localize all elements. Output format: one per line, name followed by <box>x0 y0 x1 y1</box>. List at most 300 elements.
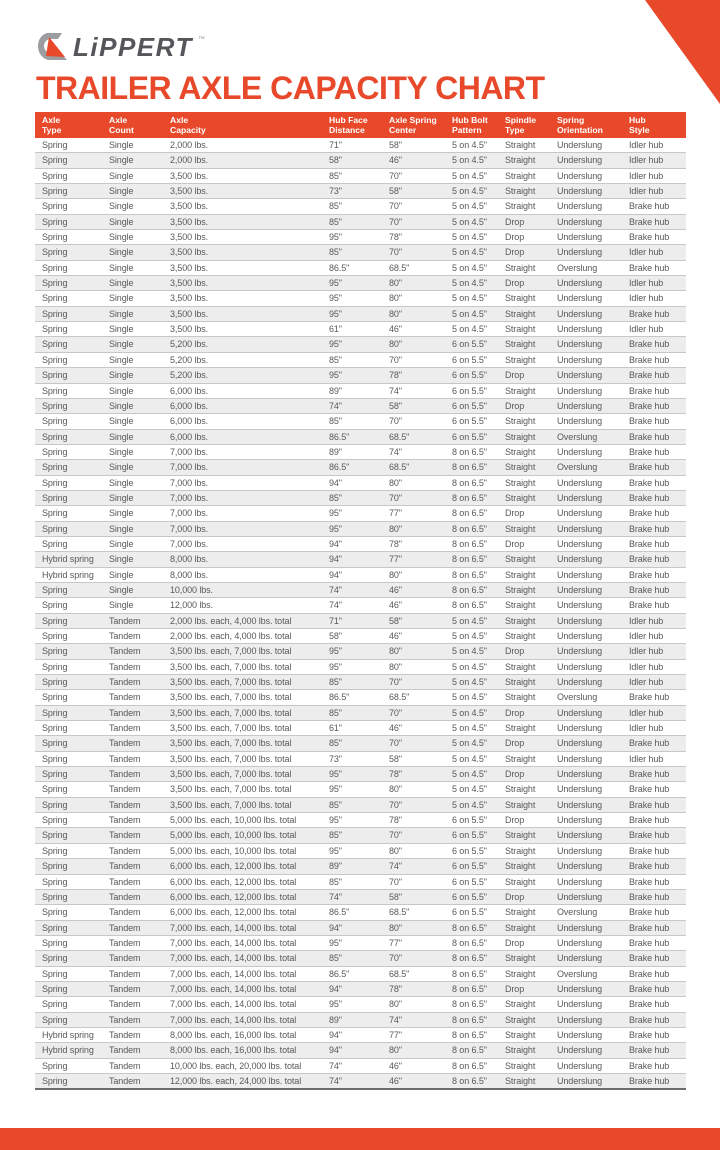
cell-axle-capacity: 7,000 lbs. <box>163 460 322 475</box>
page-title: TRAILER AXLE CAPACITY CHART <box>36 70 545 106</box>
cell-axle-spring-center: 46" <box>382 582 445 597</box>
cell-hub-style: Brake hub <box>622 567 686 582</box>
cell-spring-orientation: Underslung <box>550 1027 622 1042</box>
cell-axle-capacity: 8,000 lbs. <box>163 552 322 567</box>
cell-axle-type: Spring <box>35 306 102 321</box>
cell-axle-capacity: 3,500 lbs. <box>163 168 322 183</box>
cell-axle-spring-center: 80" <box>382 475 445 490</box>
cell-hub-bolt-pattern: 6 on 5.5" <box>445 398 498 413</box>
cell-spindle-type: Straight <box>498 966 550 981</box>
cell-spring-orientation: Underslung <box>550 536 622 551</box>
cell-hub-bolt-pattern: 6 on 5.5" <box>445 414 498 429</box>
cell-hub-bolt-pattern: 8 on 6.5" <box>445 1043 498 1058</box>
cell-axle-capacity: 7,000 lbs. <box>163 475 322 490</box>
cell-hub-style: Brake hub <box>622 536 686 551</box>
cell-axle-spring-center: 58" <box>382 184 445 199</box>
cell-hub-face-distance: 86.5" <box>322 429 382 444</box>
cell-axle-spring-center: 70" <box>382 414 445 429</box>
cell-spindle-type: Straight <box>498 721 550 736</box>
cell-spring-orientation: Underslung <box>550 797 622 812</box>
cell-axle-type: Spring <box>35 1058 102 1073</box>
table-header <box>35 112 686 138</box>
cell-axle-spring-center: 70" <box>382 874 445 889</box>
cell-axle-type: Spring <box>35 966 102 981</box>
cell-spindle-type: Straight <box>498 690 550 705</box>
cell-hub-face-distance: 94" <box>322 1027 382 1042</box>
cell-spring-orientation: Underslung <box>550 613 622 628</box>
cell-hub-style: Brake hub <box>622 444 686 459</box>
cell-spindle-type: Straight <box>498 659 550 674</box>
cell-spring-orientation: Underslung <box>550 889 622 904</box>
cell-spring-orientation: Underslung <box>550 644 622 659</box>
cell-hub-bolt-pattern: 5 on 4.5" <box>445 675 498 690</box>
cell-spring-orientation: Underslung <box>550 153 622 168</box>
cell-axle-capacity: 7,000 lbs. each, 14,000 lbs. total <box>163 920 322 935</box>
table-header-row <box>35 112 686 138</box>
cell-axle-spring-center: 46" <box>382 598 445 613</box>
cell-axle-capacity: 7,000 lbs. each, 14,000 lbs. total <box>163 935 322 950</box>
cell-axle-type: Spring <box>35 675 102 690</box>
cell-hub-face-distance: 95" <box>322 230 382 245</box>
table-row <box>35 245 686 260</box>
cell-spindle-type: Straight <box>498 521 550 536</box>
column-header-spindle-type: Spindle Type <box>498 112 550 138</box>
cell-hub-bolt-pattern: 6 on 5.5" <box>445 813 498 828</box>
cell-axle-spring-center: 58" <box>382 751 445 766</box>
cell-axle-spring-center: 70" <box>382 245 445 260</box>
cell-spring-orientation: Underslung <box>550 490 622 505</box>
cell-spring-orientation: Underslung <box>550 199 622 214</box>
cell-axle-capacity: 5,200 lbs. <box>163 352 322 367</box>
cell-spindle-type: Straight <box>498 490 550 505</box>
cell-spindle-type: Straight <box>498 1043 550 1058</box>
cell-axle-capacity: 2,000 lbs. <box>163 153 322 168</box>
cell-axle-capacity: 5,200 lbs. <box>163 337 322 352</box>
cell-hub-face-distance: 89" <box>322 444 382 459</box>
logo-wordmark: LiPPERT <box>73 32 193 62</box>
cell-hub-face-distance: 85" <box>322 797 382 812</box>
cell-hub-face-distance: 94" <box>322 920 382 935</box>
cell-axle-count: Single <box>102 184 163 199</box>
table-row <box>35 214 686 229</box>
cell-spring-orientation: Underslung <box>550 521 622 536</box>
cell-axle-capacity: 3,500 lbs. each, 7,000 lbs. total <box>163 782 322 797</box>
cell-hub-style: Idler hub <box>622 675 686 690</box>
cell-hub-face-distance: 89" <box>322 1012 382 1027</box>
cell-hub-bolt-pattern: 5 on 4.5" <box>445 184 498 199</box>
cell-axle-capacity: 7,000 lbs. each, 14,000 lbs. total <box>163 997 322 1012</box>
cell-hub-face-distance: 58" <box>322 153 382 168</box>
cell-axle-type: Spring <box>35 828 102 843</box>
table-row <box>35 874 686 889</box>
cell-axle-spring-center: 80" <box>382 291 445 306</box>
cell-spindle-type: Straight <box>498 859 550 874</box>
cell-axle-spring-center: 70" <box>382 797 445 812</box>
cell-axle-count: Single <box>102 398 163 413</box>
cell-hub-bolt-pattern: 5 on 4.5" <box>445 245 498 260</box>
cell-axle-type: Spring <box>35 536 102 551</box>
cell-hub-bolt-pattern: 6 on 5.5" <box>445 429 498 444</box>
cell-axle-spring-center: 70" <box>382 168 445 183</box>
cell-spindle-type: Straight <box>498 460 550 475</box>
cell-spindle-type: Straight <box>498 199 550 214</box>
cell-axle-type: Spring <box>35 352 102 367</box>
cell-axle-type: Spring <box>35 490 102 505</box>
cell-axle-count: Single <box>102 536 163 551</box>
cell-hub-style: Brake hub <box>622 1043 686 1058</box>
cell-spring-orientation: Underslung <box>550 230 622 245</box>
cell-axle-capacity: 3,500 lbs. <box>163 322 322 337</box>
cell-spindle-type: Straight <box>498 306 550 321</box>
cell-hub-face-distance: 58" <box>322 629 382 644</box>
cell-hub-face-distance: 61" <box>322 721 382 736</box>
cell-axle-capacity: 5,000 lbs. each, 10,000 lbs. total <box>163 828 322 843</box>
cell-axle-count: Tandem <box>102 629 163 644</box>
cell-spindle-type: Drop <box>498 644 550 659</box>
cell-axle-type: Spring <box>35 1073 102 1089</box>
column-header-axle-type: Axle Type <box>35 112 102 138</box>
cell-axle-capacity: 3,500 lbs. <box>163 291 322 306</box>
cell-axle-type: Spring <box>35 797 102 812</box>
table-row <box>35 230 686 245</box>
cell-hub-style: Brake hub <box>622 260 686 275</box>
cell-axle-count: Tandem <box>102 767 163 782</box>
cell-axle-count: Single <box>109 140 134 150</box>
table-row <box>35 276 686 291</box>
cell-spindle-type: Straight <box>498 260 550 275</box>
cell-hub-bolt-pattern: 8 on 6.5" <box>445 1027 498 1042</box>
cell-axle-capacity: 3,500 lbs. each, 7,000 lbs. total <box>163 767 322 782</box>
cell-axle-count: Tandem <box>102 1073 163 1089</box>
cell-spring-orientation: Underslung <box>550 276 622 291</box>
cell-axle-count: Tandem <box>102 920 163 935</box>
cell-axle-type: Hybrid spring <box>35 1043 102 1058</box>
cell-axle-type: Spring <box>35 782 102 797</box>
cell-axle-capacity: 5,000 lbs. each, 10,000 lbs. total <box>163 843 322 858</box>
cell-axle-count: Single <box>102 153 163 168</box>
column-header-hub-bolt-pattern: Hub Bolt Pattern <box>445 112 498 138</box>
cell-hub-style: Brake hub <box>622 475 686 490</box>
cell-hub-bolt-pattern: 5 on 4.5" <box>445 782 498 797</box>
cell-axle-spring-center: 46" <box>382 1058 445 1073</box>
cell-spindle-type: Drop <box>498 981 550 996</box>
table-row <box>35 675 686 690</box>
table-row <box>35 383 686 398</box>
table-row <box>35 782 686 797</box>
cell-hub-style: Brake hub <box>622 1058 686 1073</box>
cell-spindle-type: Straight <box>498 352 550 367</box>
cell-axle-capacity: 6,000 lbs. each, 12,000 lbs. total <box>163 859 322 874</box>
cell-axle-type: Spring <box>35 736 102 751</box>
cell-hub-style: Idler hub <box>622 659 686 674</box>
cell-spring-orientation: Underslung <box>550 981 622 996</box>
table-row <box>35 690 686 705</box>
cell-hub-style: Idler hub <box>622 629 686 644</box>
lippert-swoosh-icon <box>38 33 68 61</box>
cell-axle-spring-center: 74" <box>382 859 445 874</box>
cell-spring-orientation: Underslung <box>550 736 622 751</box>
cell-spring-orientation: Underslung <box>550 245 622 260</box>
cell-axle-count: Tandem <box>102 828 163 843</box>
column-header-axle-spring-center: Axle Spring Center <box>382 112 445 138</box>
cell-hub-style: Brake hub <box>622 230 686 245</box>
cell-hub-face-distance: 95" <box>322 506 382 521</box>
cell-axle-type: Spring <box>35 383 102 398</box>
cell-hub-bolt-pattern: 8 on 6.5" <box>445 1012 498 1027</box>
cell-spindle-type: Drop <box>498 230 550 245</box>
column-header-spring-orientation: Spring Orientation <box>550 112 622 138</box>
cell-hub-bolt-pattern: 6 on 5.5" <box>445 368 498 383</box>
cell-axle-type: Spring <box>35 291 102 306</box>
cell-axle-spring-center: 74" <box>382 444 445 459</box>
cell-axle-spring-center: 70" <box>382 828 445 843</box>
cell-axle-spring-center: 68.5" <box>382 260 445 275</box>
cell-hub-face-distance: 94" <box>322 567 382 582</box>
cell-axle-type: Spring <box>35 905 102 920</box>
cell-spring-orientation: Underslung <box>557 140 603 150</box>
cell-hub-style: Idler hub <box>622 705 686 720</box>
cell-spindle-type: Straight <box>498 782 550 797</box>
cell-hub-face-distance: 74" <box>322 582 382 597</box>
cell-axle-capacity: 6,000 lbs. <box>163 429 322 444</box>
cell-axle-count: Tandem <box>102 951 163 966</box>
cell-hub-bolt-pattern: 8 on 6.5" <box>445 506 498 521</box>
cell-hub-face-distance: 95" <box>322 843 382 858</box>
cell-axle-type: Spring <box>35 859 102 874</box>
cell-hub-face-distance: 94" <box>322 1043 382 1058</box>
cell-hub-style: Brake hub <box>622 843 686 858</box>
table-row <box>35 828 686 843</box>
cell-axle-count: Tandem <box>102 690 163 705</box>
cell-spindle-type: Straight <box>498 414 550 429</box>
cell-hub-bolt-pattern: 8 on 6.5" <box>445 582 498 597</box>
cell-axle-capacity: 6,000 lbs. each, 12,000 lbs. total <box>163 905 322 920</box>
cell-spring-orientation: Underslung <box>550 444 622 459</box>
cell-axle-spring-center: 70" <box>382 490 445 505</box>
cell-axle-spring-center: 74" <box>382 383 445 398</box>
cell-hub-style: Brake hub <box>622 767 686 782</box>
cell-spring-orientation: Underslung <box>550 582 622 597</box>
cell-spindle-type: Straight <box>498 1012 550 1027</box>
cell-axle-type: Spring <box>35 230 102 245</box>
cell-axle-spring-center: 78" <box>382 813 445 828</box>
cell-axle-spring-center: 70" <box>382 736 445 751</box>
cell-axle-count: Tandem <box>102 751 163 766</box>
cell-axle-count: Tandem <box>102 935 163 950</box>
cell-axle-count: Tandem <box>102 644 163 659</box>
table-row <box>35 966 686 981</box>
cell-spring-orientation: Underslung <box>550 506 622 521</box>
cell-hub-style: Brake hub <box>622 598 686 613</box>
table-row <box>35 981 686 996</box>
cell-hub-bolt-pattern: 5 on 4.5" <box>445 690 498 705</box>
cell-spindle-type: Straight <box>498 383 550 398</box>
cell-hub-style: Brake hub <box>622 935 686 950</box>
cell-axle-count: Tandem <box>102 659 163 674</box>
cell-axle-spring-center: 78" <box>382 368 445 383</box>
cell-spindle-type: Straight <box>498 184 550 199</box>
cell-axle-type: Spring <box>35 260 102 275</box>
cell-spindle-type: Straight <box>498 920 550 935</box>
cell-spring-orientation: Underslung <box>550 291 622 306</box>
cell-axle-spring-center: 70" <box>382 951 445 966</box>
cell-axle-capacity: 12,000 lbs. each, 24,000 lbs. total <box>163 1073 322 1089</box>
table-row <box>35 398 686 413</box>
cell-hub-face-distance: 95" <box>322 276 382 291</box>
cell-hub-style: Brake hub <box>622 905 686 920</box>
cell-axle-capacity: 6,000 lbs. each, 12,000 lbs. total <box>163 889 322 904</box>
cell-axle-count: Tandem <box>102 721 163 736</box>
table-row <box>35 352 686 367</box>
cell-axle-capacity: 7,000 lbs. each, 14,000 lbs. total <box>163 1012 322 1027</box>
cell-axle-count: Tandem <box>102 1058 163 1073</box>
table-row <box>35 506 686 521</box>
cell-axle-spring-center: 80" <box>382 644 445 659</box>
cell-hub-bolt-pattern: 5 on 4.5" <box>445 629 498 644</box>
cell-axle-spring-center: 78" <box>382 536 445 551</box>
cell-axle-type: Spring <box>35 613 102 628</box>
cell-axle-type: Spring <box>35 690 102 705</box>
table-row <box>35 444 686 459</box>
cell-axle-capacity: 6,000 lbs. <box>163 398 322 413</box>
cell-hub-bolt-pattern: 8 on 6.5" <box>445 598 498 613</box>
cell-axle-capacity: 7,000 lbs. <box>163 506 322 521</box>
cell-hub-style: Brake hub <box>622 1027 686 1042</box>
cell-axle-spring-center: 46" <box>382 322 445 337</box>
cell-axle-count: Single <box>102 168 163 183</box>
table-row <box>35 1012 686 1027</box>
cell-hub-style: Brake hub <box>622 797 686 812</box>
cell-axle-count: Single <box>102 414 163 429</box>
cell-hub-style: Idler hub <box>629 140 664 150</box>
cell-hub-face-distance: 86.5" <box>322 260 382 275</box>
cell-hub-face-distance: 95" <box>322 306 382 321</box>
cell-hub-bolt-pattern: 8 on 6.5" <box>445 951 498 966</box>
cell-spring-orientation: Underslung <box>550 414 622 429</box>
cell-axle-type: Spring <box>35 429 102 444</box>
cell-hub-bolt-pattern: 5 on 4.5" <box>445 153 498 168</box>
cell-spindle-type: Drop <box>498 813 550 828</box>
cell-axle-type: Spring <box>35 813 102 828</box>
cell-hub-face-distance: 95" <box>322 368 382 383</box>
cell-spindle-type: Straight <box>498 797 550 812</box>
cell-hub-bolt-pattern: 5 on 4.5" <box>445 721 498 736</box>
cell-axle-capacity: 3,500 lbs. each, 7,000 lbs. total <box>163 675 322 690</box>
cell-hub-bolt-pattern: 8 on 6.5" <box>445 567 498 582</box>
cell-axle-capacity: 3,500 lbs. each, 7,000 lbs. total <box>163 644 322 659</box>
cell-spring-orientation: Underslung <box>550 1073 622 1089</box>
table-row <box>35 306 686 321</box>
cell-axle-count: Single <box>102 582 163 597</box>
cell-axle-count: Single <box>102 306 163 321</box>
cell-hub-face-distance: 86.5" <box>322 966 382 981</box>
cell-spindle-type: Straight <box>498 168 550 183</box>
cell-hub-face-distance: 86.5" <box>322 905 382 920</box>
cell-axle-spring-center: 80" <box>382 567 445 582</box>
cell-hub-face-distance: 95" <box>322 291 382 306</box>
cell-hub-bolt-pattern: 6 on 5.5" <box>445 843 498 858</box>
cell-hub-style: Brake hub <box>622 352 686 367</box>
cell-spring-orientation: Underslung <box>550 168 622 183</box>
cell-spindle-type: Straight <box>498 905 550 920</box>
table-row <box>35 905 686 920</box>
cell-axle-count: Tandem <box>102 905 163 920</box>
cell-spindle-type: Drop <box>498 245 550 260</box>
cell-axle-type: Spring <box>35 751 102 766</box>
cell-axle-capacity: 3,500 lbs. each, 7,000 lbs. total <box>163 721 322 736</box>
cell-axle-capacity: 3,500 lbs. <box>163 230 322 245</box>
table-row <box>35 153 686 168</box>
table-row <box>35 429 686 444</box>
cell-axle-type: Spring <box>35 168 102 183</box>
cell-spring-orientation: Underslung <box>550 951 622 966</box>
cell-axle-count: Single <box>102 245 163 260</box>
cell-hub-style: Brake hub <box>622 874 686 889</box>
cell-axle-spring-center: 80" <box>382 337 445 352</box>
cell-axle-count: Single <box>102 214 163 229</box>
cell-spindle-type: Straight <box>498 675 550 690</box>
cell-axle-type: Spring <box>35 460 102 475</box>
cell-hub-bolt-pattern: 5 on 4.5" <box>445 705 498 720</box>
cell-axle-capacity: 8,000 lbs. each, 16,000 lbs. total <box>163 1043 322 1058</box>
cell-hub-style: Brake hub <box>622 1012 686 1027</box>
cell-spindle-type: Straight <box>498 629 550 644</box>
cell-hub-style: Idler hub <box>622 276 686 291</box>
cell-spring-orientation: Underslung <box>550 675 622 690</box>
cell-hub-style: Brake hub <box>622 506 686 521</box>
cell-hub-face-distance: 95" <box>322 659 382 674</box>
cell-axle-count: Tandem <box>102 1043 163 1058</box>
cell-hub-style: Brake hub <box>622 521 686 536</box>
cell-hub-bolt-pattern: 8 on 6.5" <box>445 1073 498 1089</box>
footer-accent-bar <box>0 1128 720 1150</box>
cell-axle-spring-center: 80" <box>382 782 445 797</box>
cell-spring-orientation: Underslung <box>550 1058 622 1073</box>
cell-axle-count: Tandem <box>102 705 163 720</box>
cell-axle-type: Spring <box>35 1012 102 1027</box>
cell-axle-capacity: 3,500 lbs. <box>163 214 322 229</box>
cell-axle-count: Single <box>102 199 163 214</box>
cell-hub-bolt-pattern: 6 on 5.5" <box>445 828 498 843</box>
table-row <box>35 168 686 183</box>
cell-spindle-type: Straight <box>498 322 550 337</box>
cell-hub-face-distance: 85" <box>322 414 382 429</box>
table-row <box>35 598 686 613</box>
cell-hub-bolt-pattern: 8 on 6.5" <box>445 966 498 981</box>
cell-axle-capacity: 3,500 lbs. <box>163 199 322 214</box>
cell-hub-bolt-pattern: 8 on 6.5" <box>445 920 498 935</box>
cell-hub-face-distance: 94" <box>322 552 382 567</box>
cell-spring-orientation: Overslung <box>550 260 622 275</box>
cell-hub-bolt-pattern: 8 on 6.5" <box>445 1058 498 1073</box>
cell-axle-type: Spring <box>35 506 102 521</box>
cell-spring-orientation: Underslung <box>550 920 622 935</box>
cell-axle-count: Tandem <box>102 889 163 904</box>
cell-hub-bolt-pattern: 5 on 4.5" <box>445 659 498 674</box>
cell-spring-orientation: Underslung <box>550 475 622 490</box>
cell-hub-bolt-pattern: 8 on 6.5" <box>445 460 498 475</box>
cell-axle-spring-center: 80" <box>382 843 445 858</box>
cell-axle-capacity: 3,500 lbs. each, 7,000 lbs. total <box>163 736 322 751</box>
cell-axle-count: Single <box>102 291 163 306</box>
cell-hub-face-distance: 95" <box>322 782 382 797</box>
cell-spring-orientation: Underslung <box>550 368 622 383</box>
cell-hub-bolt-pattern: 6 on 5.5" <box>445 383 498 398</box>
cell-axle-count: Single <box>102 567 163 582</box>
cell-axle-spring-center: 74" <box>382 1012 445 1027</box>
table-row <box>35 751 686 766</box>
cell-axle-capacity: 7,000 lbs. <box>163 521 322 536</box>
